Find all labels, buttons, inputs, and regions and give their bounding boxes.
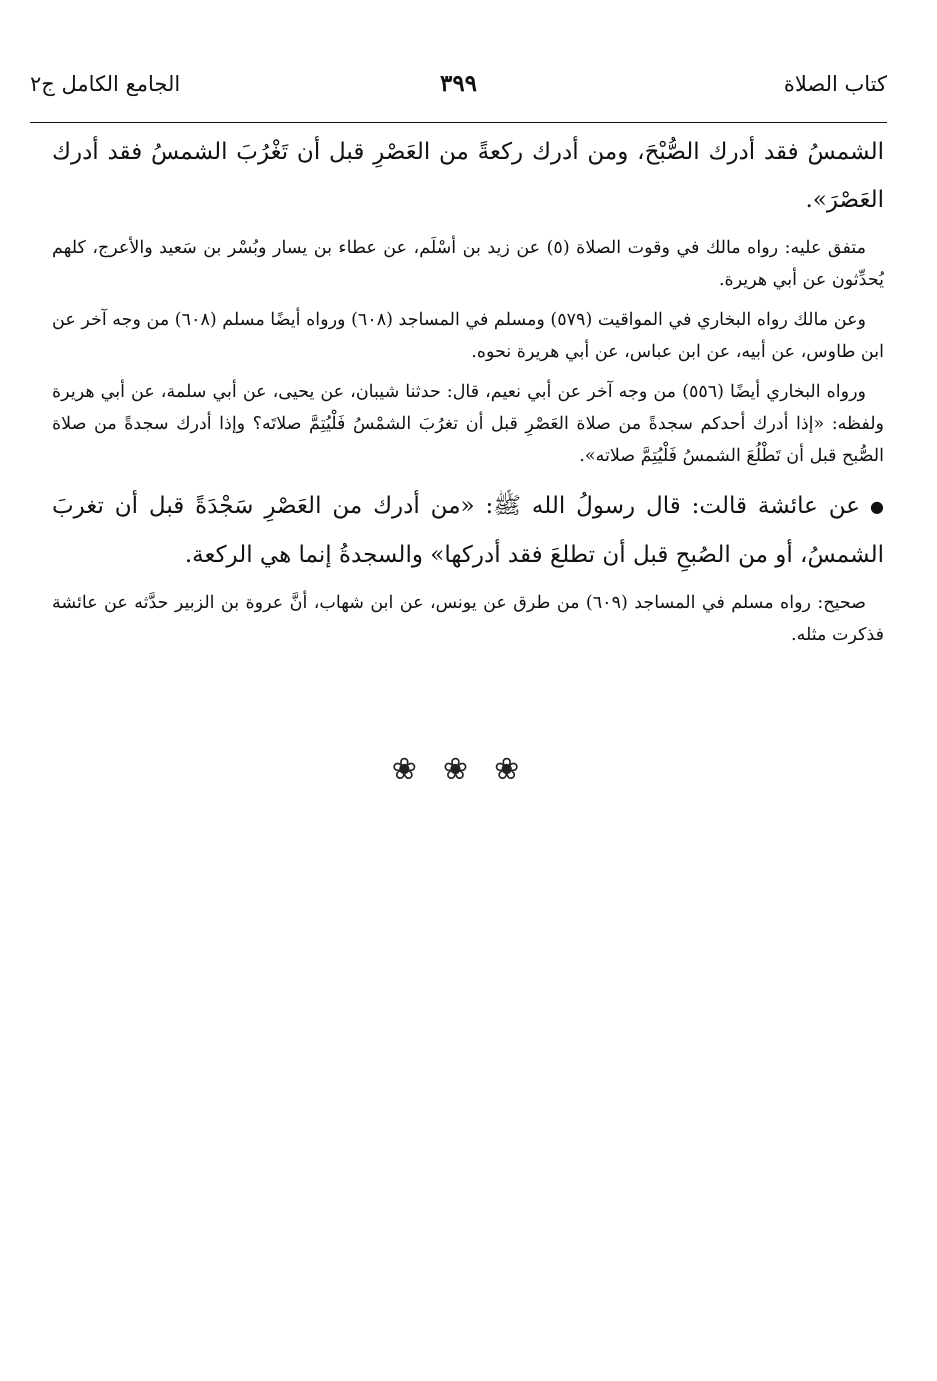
- book-title: الجامع الكامل ج٢: [30, 72, 181, 96]
- hadith-paragraph: [52, 482, 884, 579]
- page-body: [52, 128, 884, 651]
- hadith-text: عن عائشة قالت: قال رسولُ الله ﷺ: «من أدرك من العَصْرِ سَجْدَةً قبل أن تغربَ الشمسُ، أو من الصُبحِ قبل أن تطلعَ فقد أدركها» والسجدةُ إنما هي الركعة.: [52, 493, 884, 568]
- page-number: ٣٩٩: [439, 70, 478, 97]
- flower-ornament-icon: ❀: [494, 752, 546, 787]
- bullet-marker: ●: [870, 497, 884, 516]
- main-text-paragraph: الشمسُ فقد أدرك الصُّبْحَ، ومن أدرك ركعةً من العَصْرِ قبل أن تَغْرُبَ الشمسُ فقد أدرك العَصْرَ».: [52, 139, 884, 213]
- takhrij-note: ورواه البخاري أيضًا (٥٥٦) من وجه آخر عن أبي نعيم، قال: حدثنا شيبان، عن يحيى، عن أبي سلمة، عن أبي هريرة ولفظه: «إذا أدرك أحدكم سجدةً من صلاة العَصْرِ قبل أن تغرُبَ الشمْسُ فَلْيُتِمَّ صلاتَه؟ وإذا أدرك سجدةً من صلاة الصُّبح قبل أن تَطْلُعَ الشمسُ فَلْيُتِمَّ صلاته».: [52, 382, 884, 466]
- header-divider: [30, 122, 887, 123]
- page-header: [30, 62, 887, 102]
- takhrij-note: صحيح: رواه مسلم في المساجد (٦٠٩) من طرق عن يونس، عن ابن شهاب، أنَّ عروة بن الزبير حدَّثه عن عائشة فذكرت مثله.: [52, 593, 884, 645]
- takhrij-note: متفق عليه: رواه مالك في وقوت الصلاة (٥) عن زيد بن أسْلَم، عن عطاء بن يسار وبُسْر بن سَعيد والأعرج، كلهم يُحدِّثون عن أبي هريرة.: [52, 238, 884, 290]
- chapter-title: كتاب الصلاة: [783, 72, 887, 96]
- flower-ornament-icon: ❀: [391, 752, 443, 787]
- flower-ornament-icon: ❀: [442, 752, 495, 787]
- takhrij-note: وعن مالك رواه البخاري في المواقيت (٥٧٩) ومسلم في المساجد (٦٠٨) ورواه أيضًا مسلم (٦٠٨) من وجه آخر عن ابن طاوس، عن أبيه، عن ابن عباس، عن أبي هريرة نحوه.: [52, 310, 884, 362]
- section-end-ornaments: [0, 752, 937, 787]
